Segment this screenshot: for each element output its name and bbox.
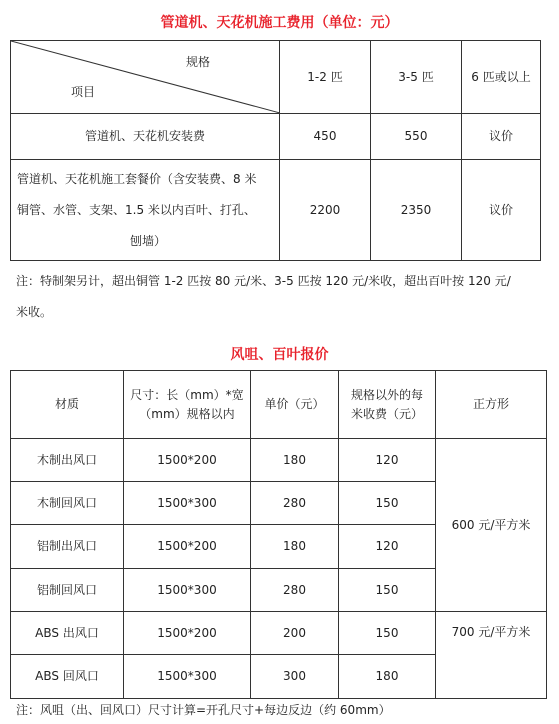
- material-cell: 铝制出风口: [11, 525, 124, 569]
- size-header-line: 尺寸：长（mm）*宽: [130, 387, 244, 402]
- table-row: [11, 114, 541, 160]
- col-header-6-plus: 6 匹或以上: [462, 41, 541, 114]
- extra-cell: 150: [339, 612, 436, 655]
- col-header-1-2: 1-2 匹: [280, 41, 371, 114]
- package-line: 刨墙）: [129, 233, 166, 248]
- package-line: 铜管、水管、支架、1.5 米以内百叶、打孔、: [17, 202, 256, 217]
- extra-cell: 180: [339, 655, 436, 699]
- table-row: [11, 439, 547, 482]
- material-cell: 木制出风口: [11, 439, 124, 482]
- square-price-abs: 700 元/平方米: [436, 612, 547, 699]
- extra-header-line: 米收费（元）: [350, 406, 423, 421]
- size-cell: 1500*200: [124, 525, 251, 569]
- size-cell: 1500*200: [124, 439, 251, 482]
- extra-cell: 120: [339, 439, 436, 482]
- price-cell: 180: [251, 439, 339, 482]
- price-cell: 议价: [462, 114, 541, 160]
- square-price-wood-alu: 600 元/平方米: [436, 439, 547, 612]
- table1-title: 管道机、天花机施工费用（单位：元）: [160, 15, 399, 31]
- note-line: 注：特制架另计，超出铜管 1-2 匹按 80 元/米、3-5 匹按 120 元/米收，超出百叶按 120 元/: [16, 274, 511, 288]
- price-cell: 议价: [462, 160, 541, 261]
- package-line: 管道机、天花机施工套餐价（含安装费、8 米: [17, 171, 257, 186]
- extra-cell: 150: [339, 482, 436, 525]
- header-unit-price: 单价（元）: [251, 371, 339, 439]
- price-cell: 280: [251, 569, 339, 612]
- vent-price-table: [10, 370, 547, 699]
- material-cell: 木制回风口: [11, 482, 124, 525]
- price-cell: 2350: [371, 160, 462, 261]
- table-row: [11, 612, 547, 655]
- header-square: 正方形: [436, 371, 547, 439]
- diagonal-header-cell: [11, 41, 280, 114]
- spec-label: 规格: [186, 55, 211, 69]
- diagonal-line: [11, 41, 280, 113]
- price-cell: 300: [251, 655, 339, 699]
- item-cell: 管道机、天花机安装费: [11, 114, 280, 160]
- header-material: 材质: [11, 371, 124, 439]
- note-line: 米收。: [16, 305, 53, 319]
- install-fee-table: [10, 40, 541, 261]
- price-cell: 550: [371, 114, 462, 160]
- item-label: 项目: [71, 85, 96, 99]
- extra-cell: 120: [339, 525, 436, 569]
- price-cell: 450: [280, 114, 371, 160]
- size-header-line: （mm）规格以内: [139, 406, 235, 421]
- price-cell: 2200: [280, 160, 371, 261]
- price-cell: 200: [251, 612, 339, 655]
- table-row: [11, 160, 541, 261]
- size-cell: 1500*300: [124, 569, 251, 612]
- package-item-cell: [11, 160, 280, 261]
- extra-header-line: 规格以外的每: [350, 387, 423, 402]
- extra-cell: 150: [339, 569, 436, 612]
- price-cell: 280: [251, 482, 339, 525]
- header-extra: [339, 371, 436, 439]
- header-size: [124, 371, 251, 439]
- size-cell: 1500*300: [124, 655, 251, 699]
- price-cell: 180: [251, 525, 339, 569]
- table2-note: 注：风咀（出、回风口）尺寸计算=开孔尺寸+每边反边（约 60mm）: [16, 703, 391, 717]
- material-cell: ABS 出风口: [11, 612, 124, 655]
- size-cell: 1500*200: [124, 612, 251, 655]
- size-cell: 1500*300: [124, 482, 251, 525]
- material-cell: 铝制回风口: [11, 569, 124, 612]
- table2-title: 风咀、百叶报价: [230, 347, 329, 363]
- col-header-3-5: 3-5 匹: [371, 41, 462, 114]
- table1-note: [16, 266, 551, 328]
- material-cell: ABS 回风口: [11, 655, 124, 699]
